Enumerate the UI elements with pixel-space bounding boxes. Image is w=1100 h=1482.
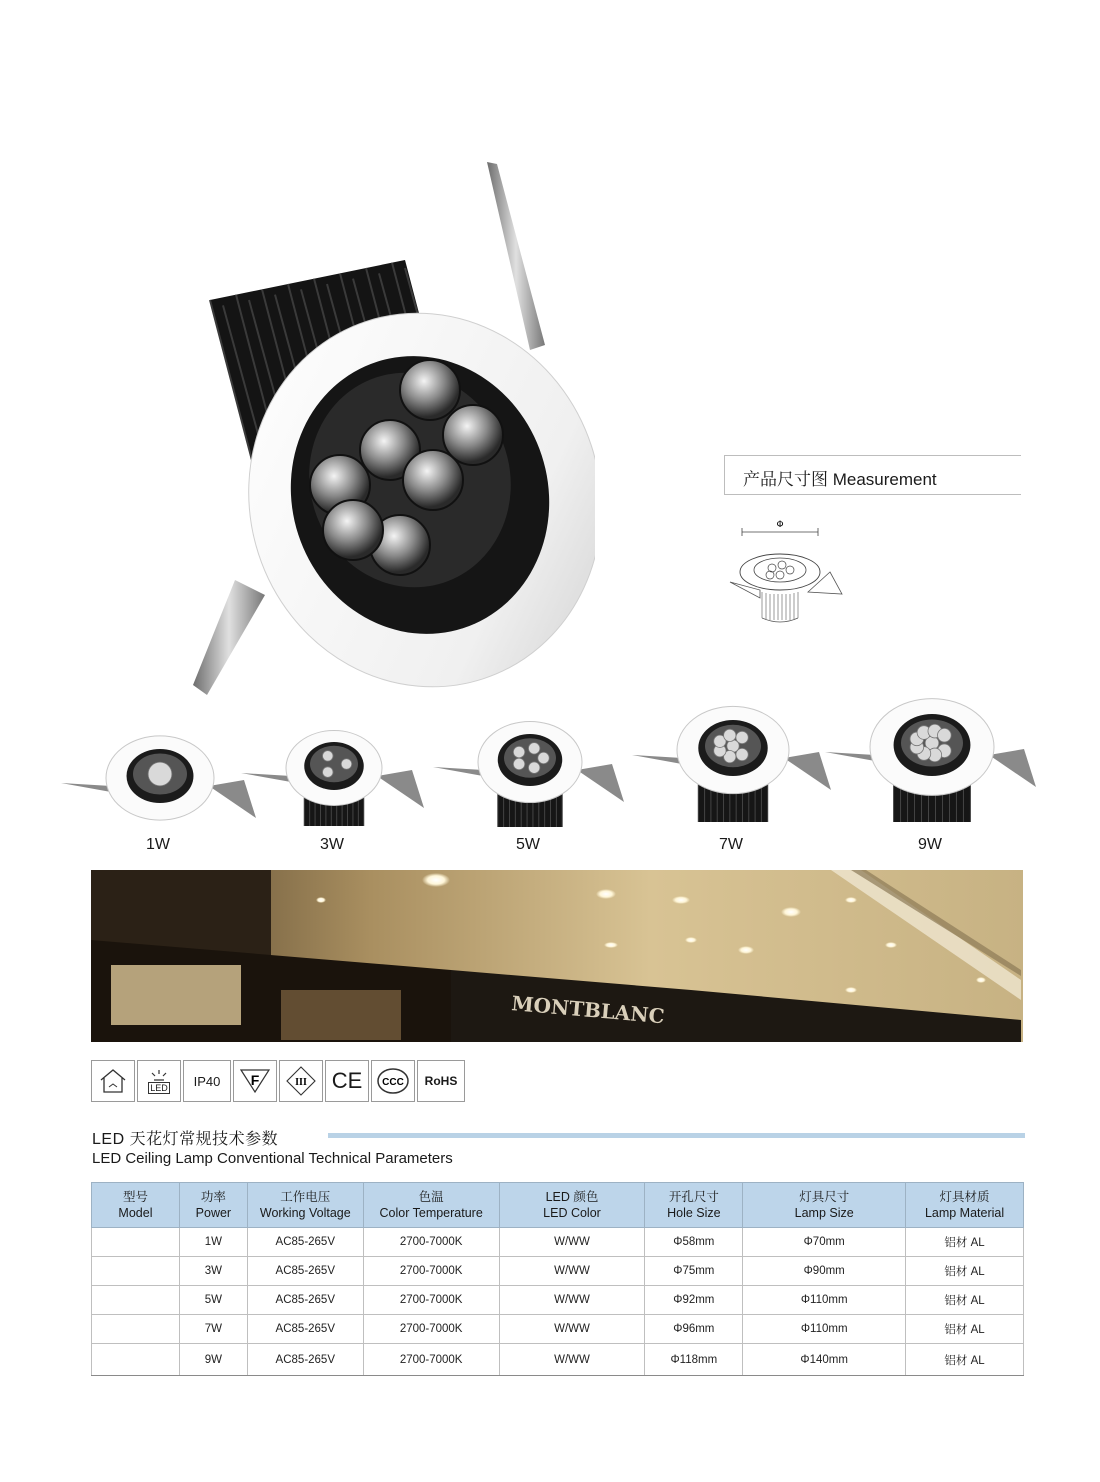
variant-led-lens [528, 743, 539, 754]
table-cell: 2700-7000K [363, 1257, 499, 1286]
table-cell: Φ70mm [743, 1228, 906, 1257]
table-cell: 3W [179, 1257, 247, 1286]
table-row [92, 1315, 1024, 1344]
table-cell: AC85-265V [247, 1286, 363, 1315]
header-en: Lamp Material [924, 1206, 1005, 1220]
table-cell: 铝材 AL [906, 1228, 1024, 1257]
variant-led-lens [538, 752, 549, 763]
spec-header-working-voltage [247, 1183, 363, 1228]
hero-led-lens [403, 450, 463, 510]
variant-led-lens [513, 746, 524, 757]
table-cell: Φ92mm [645, 1286, 743, 1315]
table-cell: 铝材 AL [906, 1257, 1024, 1286]
svg-text:III: III [295, 1077, 307, 1088]
variant-image-9w [822, 697, 1042, 822]
ceiling-downlight [885, 942, 897, 948]
table-cell: Φ90mm [743, 1257, 906, 1286]
table-cell: 5W [179, 1286, 247, 1315]
led-badge-text: LED [150, 1083, 168, 1093]
spec-header-led-color [499, 1183, 645, 1228]
ceiling-downlight [596, 889, 616, 899]
header-en: Power [195, 1206, 232, 1220]
table-cell: AC85-265V [247, 1344, 363, 1376]
variant-image-3w [224, 718, 444, 843]
hero-product-image [175, 150, 595, 710]
variant-led-lens [322, 751, 333, 762]
table-cell: Φ118mm [645, 1344, 743, 1376]
variant-led-lens [724, 729, 736, 741]
header-en: Model [118, 1206, 153, 1220]
hero-led-lens [400, 360, 460, 420]
table-cell: 7W [179, 1315, 247, 1344]
header-cn: 型号 [122, 1190, 148, 1204]
table-row [92, 1257, 1024, 1286]
svg-text:CCC: CCC [382, 1077, 404, 1088]
spec-title-chinese: LED 天花灯常规技术参数 [92, 1131, 279, 1148]
spec-header-lamp-material [906, 1183, 1024, 1228]
ceiling-downlight [422, 873, 450, 887]
variant-led-lens [148, 762, 172, 786]
table-cell [92, 1286, 180, 1315]
header-en: Hole Size [667, 1206, 721, 1220]
variant-label-7w: 7W [719, 836, 743, 853]
spec-header-power [179, 1183, 247, 1228]
table-cell: AC85-265V [247, 1315, 363, 1344]
header-en: Lamp Size [794, 1206, 854, 1220]
table-cell: AC85-265V [247, 1257, 363, 1286]
table-cell: 2700-7000K [363, 1228, 499, 1257]
spec-table [91, 1182, 1024, 1376]
f-mark-icon [233, 1060, 277, 1102]
spec-header-model [92, 1183, 180, 1228]
table-cell: 2700-7000K [363, 1344, 499, 1376]
header-cn: 灯具尺寸 [799, 1190, 850, 1204]
header-en: Color Temperature [379, 1206, 483, 1220]
certification-badges [91, 1060, 465, 1102]
variant-label-5w: 5W [516, 836, 540, 853]
table-cell: 铝材 AL [906, 1286, 1024, 1315]
header-cn: 工作电压 [280, 1190, 331, 1204]
table-cell: 铝材 AL [906, 1344, 1024, 1376]
variant-image-7w [623, 700, 843, 825]
table-cell: 2700-7000K [363, 1286, 499, 1315]
variant-led-lens [736, 731, 748, 743]
store-sign: MONTBLANC [510, 991, 666, 1029]
measurement-header [724, 455, 1021, 495]
table-cell: W/WW [499, 1228, 645, 1257]
measurement-title: 产品尺寸图 Measurement [743, 470, 937, 489]
diameter-label: Φ [776, 520, 784, 530]
table-cell: W/WW [499, 1257, 645, 1286]
hero-led-lens [323, 500, 383, 560]
ceiling-downlight [672, 896, 690, 904]
variant-led-lens [322, 767, 333, 778]
table-cell: Φ110mm [743, 1286, 906, 1315]
spec-header-lamp-size [743, 1183, 906, 1228]
table-cell: AC85-265V [247, 1228, 363, 1257]
table-row [92, 1286, 1024, 1315]
table-cell: 铝材 AL [906, 1315, 1024, 1344]
indoor-use-icon [91, 1060, 135, 1102]
spec-title-rule [328, 1133, 1025, 1138]
header-cn: 开孔尺寸 [668, 1190, 719, 1204]
header-cn: LED 颜色 [545, 1190, 599, 1204]
table-cell: Φ75mm [645, 1257, 743, 1286]
spec-header-hole-size [645, 1183, 743, 1228]
ceiling-downlight [845, 897, 857, 903]
table-cell: Φ140mm [743, 1344, 906, 1376]
table-cell [92, 1344, 180, 1376]
table-cell: 1W [179, 1228, 247, 1257]
table-cell [92, 1315, 180, 1344]
class-iii-icon [279, 1060, 323, 1102]
badge-rohs: RoHS [417, 1060, 465, 1102]
svg-text:F: F [250, 1072, 260, 1088]
table-cell: W/WW [499, 1315, 645, 1344]
ceiling-downlight [781, 907, 801, 917]
header-en: LED Color [543, 1206, 601, 1220]
variant-led-lens [938, 728, 952, 742]
variant-led-lens [528, 762, 539, 773]
ceiling-downlight [845, 987, 857, 993]
table-cell [92, 1228, 180, 1257]
spec-table-header-row [92, 1183, 1024, 1228]
header-cn: 功率 [200, 1190, 226, 1204]
spec-title-english: LED Ceiling Lamp Conventional Technical Parameters [92, 1150, 453, 1167]
spec-header-color-temperature [363, 1183, 499, 1228]
ceiling-downlight [738, 946, 754, 954]
ce-mark-icon: CE [325, 1060, 369, 1102]
badge-ip40: IP40 [183, 1060, 231, 1102]
table-cell: Φ58mm [645, 1228, 743, 1257]
ceiling-downlight [316, 897, 326, 903]
table-row [92, 1228, 1024, 1257]
measurement-diagram [720, 512, 850, 632]
table-cell: Φ96mm [645, 1315, 743, 1344]
variant-led-lens [736, 748, 748, 760]
table-cell: Φ110mm [743, 1315, 906, 1344]
ceiling-downlight [604, 942, 618, 948]
ceiling-downlight [685, 937, 697, 943]
ceiling-downlight [976, 977, 986, 983]
table-cell: W/WW [499, 1344, 645, 1376]
variant-image-5w [420, 712, 640, 837]
header-cn: 色温 [418, 1190, 444, 1204]
store-application-photo [91, 870, 1023, 1042]
variant-led-lens [341, 759, 352, 770]
variant-label-3w: 3W [320, 836, 344, 853]
table-cell: W/WW [499, 1286, 645, 1315]
variant-led-lens [513, 758, 524, 769]
table-row [92, 1344, 1024, 1376]
ccc-mark-icon [371, 1060, 415, 1102]
variant-label-1w: 1W [146, 836, 170, 853]
led-icon [137, 1060, 181, 1102]
header-cn: 灯具材质 [939, 1190, 990, 1204]
table-cell [92, 1257, 180, 1286]
header-en: Working Voltage [259, 1206, 351, 1220]
table-cell: 2700-7000K [363, 1315, 499, 1344]
table-cell: 9W [179, 1344, 247, 1376]
variant-label-9w: 9W [918, 836, 942, 853]
